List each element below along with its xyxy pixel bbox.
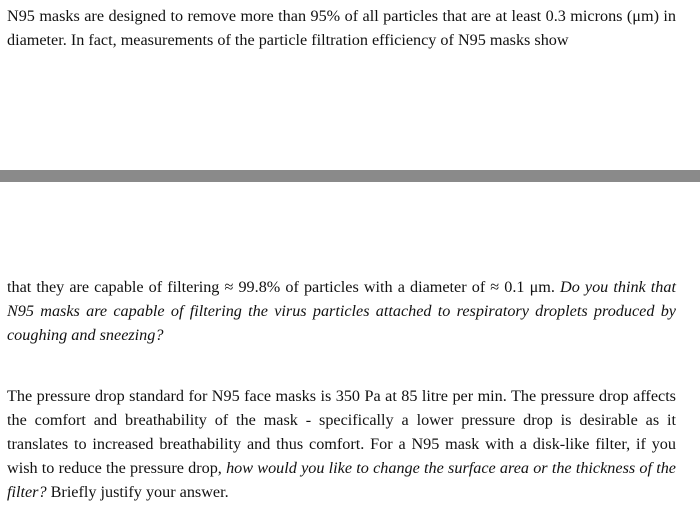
page-divider	[0, 170, 700, 182]
pressure-statement: The pressure drop standard for N95 face masks is 350 Pa at 85 litre per min. The pressure drop affects the comfort and breathability of the mask - specifically a lower pressure drop is desirable as it translates to increased breathability and thus comfort. For a N95 mask with a disk-like filter, if you wish to reduce the pressure drop,	[7, 387, 676, 477]
pressure-instruction: Briefly justify your answer.	[46, 483, 229, 501]
paragraph-question-pressure	[7, 384, 676, 504]
filtration-question: Do you think that N95 masks are capable of filtering the virus particles attached to respiratory droplets produced by coughing and sneezing?	[7, 278, 676, 344]
paragraph-intro-text: N95 masks are designed to remove more than 95% of all particles that are at least 0.3 microns (μm) in diameter. In fact, measurements of the particle filtration efficiency of N95 masks show	[7, 7, 676, 49]
paragraph-question-filtration	[7, 275, 676, 347]
pressure-question: how would you like to change the surface area or the thickness of the filter?	[7, 459, 676, 501]
filtration-statement: that they are capable of filtering ≈ 99.8% of particles with a diameter of ≈ 0.1 μm.	[7, 278, 561, 296]
paragraph-intro	[7, 4, 676, 52]
